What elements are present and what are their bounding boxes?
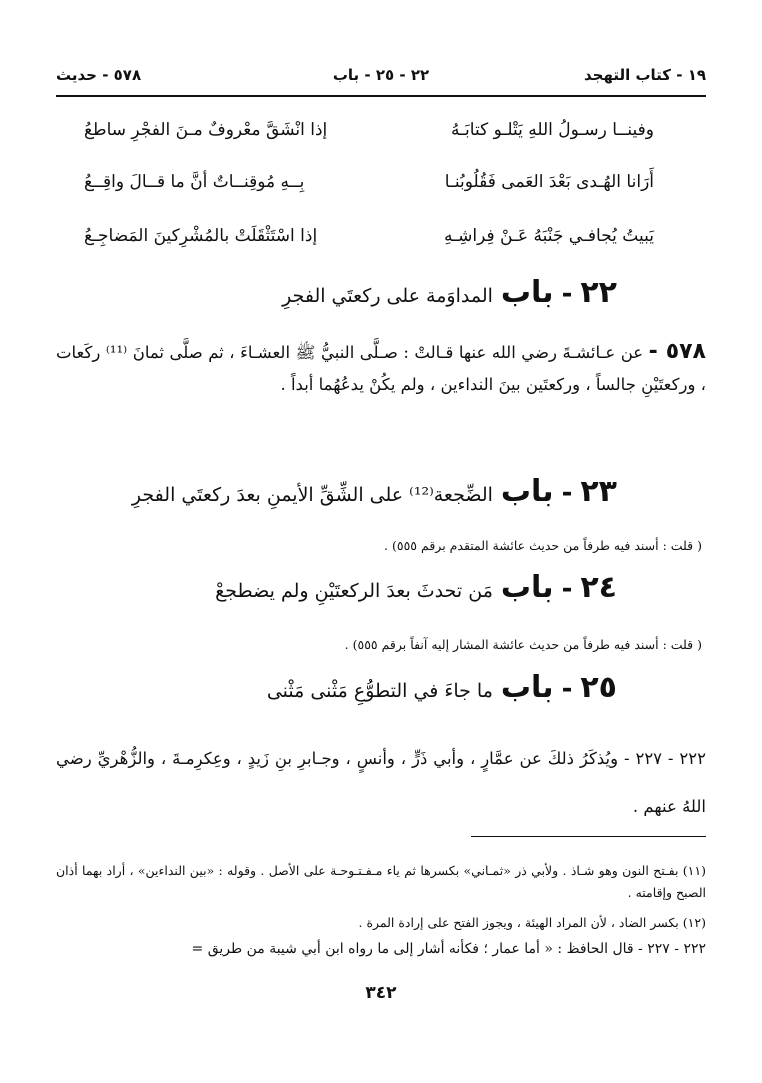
chapter-25-bab: باب <box>500 670 554 705</box>
verse-3-second-hemistich: إذا اسْتَثْقَلَتْ بالمُشْرِكينَ المَضاجِـعُ <box>84 226 318 246</box>
chapter-22-dash: - <box>561 279 573 309</box>
poem-verse-1 <box>56 120 706 160</box>
running-header <box>56 58 706 92</box>
header-book-title: ١٩ - كتاب التهجد <box>583 66 706 84</box>
verse-1-first-hemistich: وفينــا رسـولُ اللهِ يَتْلـو كتابَـهُ <box>450 120 654 140</box>
chapter-25-dash: - <box>561 674 573 704</box>
verse-1-second-hemistich: إذا انْشَقَّ معْروفٌ مـنَ الفجْرِ ساطعُ <box>84 120 328 140</box>
footnote-12 <box>56 912 706 934</box>
chapter-24-number: ٢٤ <box>580 570 617 605</box>
hadith-222-227-text: ويُذكَرُ ذلكَ عن عمَّارٍ ، وأبي ذَرٍّ ، وأنسٍ ، وجـابرِ بنِ زَيدٍ ، وعِكرِمـةَ ، والزُّهْريِّ رضي اللهُ عنهم . <box>56 749 706 816</box>
footnote-divider <box>471 836 706 837</box>
verse-3-first-hemistich: يَبيتُ يُجافـي جَنْبَهُ عَـنْ فِراشِـهِ <box>444 226 654 246</box>
hadith-222-227-number: ٢٢٢ - ٢٢٧ - <box>623 749 706 768</box>
chapter-22-heading <box>282 275 617 310</box>
chapter-25-heading <box>267 670 617 705</box>
footnote-222-227-text: قال الحافظ : « أما عمار ؛ فكأنه أشار إلى ما رواه ابن أبي شيبة من طريق = <box>191 941 634 957</box>
page-number: ٣٤٢ <box>365 983 397 1003</box>
chapter-23-bab: باب <box>500 474 554 509</box>
poem-verse-2 <box>56 172 706 212</box>
chapter-25-title: ما جاءَ في التطوُّعِ مَثْنى مَثْنى <box>266 680 493 702</box>
hadith-222-227 <box>56 735 706 831</box>
footnote-11-marker: (١١) <box>682 863 706 878</box>
chapter-24-note: ( قلت : أسند فيه طرفاً من حديث عائشة المشار إليه آنفاً برقم ٥٥٥) . <box>344 637 702 652</box>
chapter-24-title: مَن تحدثَ بعدَ الركعتَيْنِ ولم يضطجعْ <box>215 580 493 602</box>
hadith-578 <box>56 336 706 401</box>
hadith-578-number: ٥٧٨ - <box>648 339 706 364</box>
header-hadith-number: ٥٧٨ - حديث <box>56 66 142 84</box>
chapter-24-dash: - <box>561 574 573 604</box>
chapter-23-note: ( قلت : أسند فيه طرفاً من حديث عائشة المتقدم برقم ٥٥٥) . <box>384 538 702 553</box>
footnote-11-text: بفـتح النون وهو شـاذ . ولأبي ذر «ثمـاني» بكسرها ثم ياء مـفـتـوحـة على الأصل . وقوله : «بين النداءين» ، أراد بهما أذان الصبح وإقامته . <box>56 863 706 900</box>
chapter-24-heading <box>215 570 617 605</box>
chapter-23-dash: - <box>561 478 573 508</box>
chapter-23-title: الضِّجعة⁽¹²⁾ على الشِّقِّ الأيمنِ بعدَ ركعتَي الفجرِ <box>131 484 493 506</box>
footnote-222-227 <box>56 938 706 960</box>
chapter-22-number: ٢٢ <box>580 275 617 310</box>
chapter-23-heading <box>132 474 617 509</box>
footnote-12-text: بكسر الضاد ، لأن المراد الهيئة ، ويجوز الفتح على إرادة المرة . <box>358 915 679 930</box>
chapter-22-bab: باب <box>500 275 554 310</box>
hadith-578-text: عن عـائشـةَ رضي الله عنها قـالتْ : صـلَّى النبيُّ ﷺ العشـاءَ ، ثم صلَّى ثمانَ ⁽¹¹⁾ ركَعات ، وركعتَيْنِ جالساً ، وركعتَين بينَ النداءين ، ولم يكُنْ يدعُهُما أبداً . <box>56 343 706 394</box>
poem-verse-3 <box>56 226 706 266</box>
footnote-222-227-marker: ٢٢٢ - ٢٢٧ - <box>638 941 706 957</box>
chapter-23-number: ٢٣ <box>580 474 617 509</box>
footnote-11 <box>56 860 706 904</box>
chapter-22-title: المداوَمة على ركعتَي الفجرِ <box>282 285 493 307</box>
header-divider <box>56 95 706 97</box>
verse-2-first-hemistich: أَرَانا الهُـدى بَعْدَ العَمى فَقُلُوبُنـا <box>444 172 654 192</box>
footnote-12-marker: (١٢) <box>682 915 706 930</box>
chapter-25-number: ٢٥ <box>580 670 617 705</box>
verse-2-second-hemistich: بِــهِ مُوقِنــاتٌ أنَّ ما قــالَ واقِــعُ <box>84 172 305 192</box>
header-chapter-range: ٢٢ - ٢٥ - باب <box>332 66 430 84</box>
chapter-24-bab: باب <box>500 570 554 605</box>
